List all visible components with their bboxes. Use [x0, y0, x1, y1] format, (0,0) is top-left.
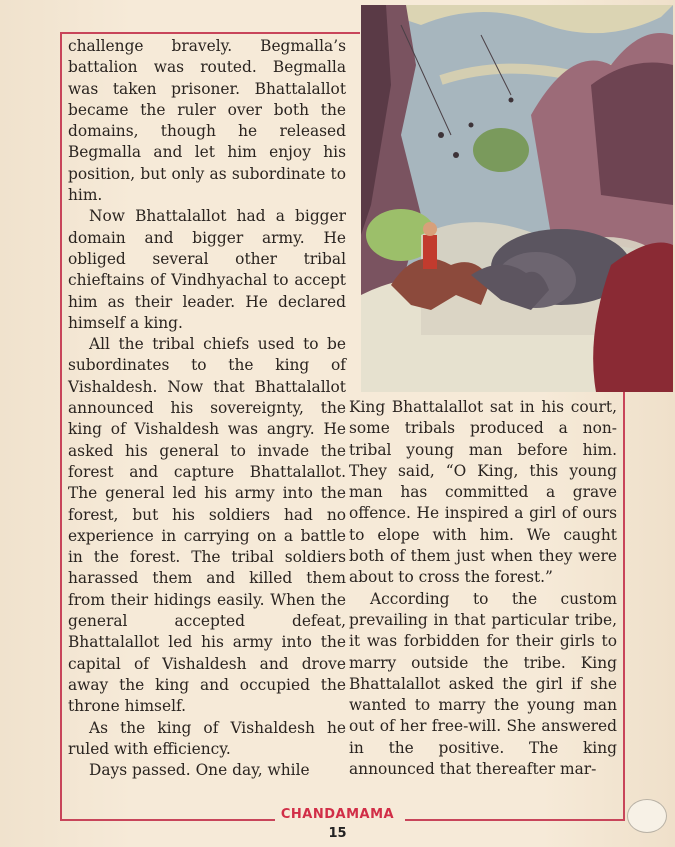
left-text-column [68, 36, 346, 781]
frame-border-left [60, 32, 62, 821]
paragraph: All the tribal chiefs used to be subordinates to the king of Vishaldesh. Now that Bhattalallot announced his sovereignty, the king of Vishaldesh was angry. He asked his general to invade the forest and capture Bhattalallot. The general led his army into the forest, but his soldiers had no experience in carrying on a battle in the forest. The tribal soldiers harassed them and killed them from their hidings easily. When the general accepted defeat, Bhattalallot led his army into the capital of Vishaldesh and drove away the king and occupied the throne himself. [68, 335, 346, 716]
paragraph: Days passed. One day, while [89, 761, 310, 780]
paragraph: Now Bhattalallot had a bigger domain and bigger army. He obliged several other tribal chieftains of Vindhyachal to accept him as their leader. He declared himself a king. [68, 207, 346, 332]
page-number: 15 [328, 826, 347, 841]
frame-border-right [623, 390, 625, 821]
paragraph: King Bhattalallot sat in his court, some tribals produced a non-tribal young man before him. They said, “O King, this young man has committed a grave offence. He inspired a girl of ours to elope with him. We caught both of them just when they were about to cross the forest.” [349, 398, 617, 587]
library-stamp-icon [627, 799, 667, 833]
magazine-brand: CHANDAMAMA [280, 807, 395, 822]
paragraph: According to the custom prevailing in that particular tribe, it was forbidden for their girls to marry outside the tribe. King Bhattalallot asked the girl if she wanted to marry the young man out of her free-will. She answered in the positive. The king announced that thereafter mar- [349, 589, 617, 779]
battle-scene-drawing [361, 5, 673, 392]
paragraph: As the king of Vishaldesh he ruled with efficiency. [68, 718, 346, 758]
frame-border-top [60, 32, 360, 34]
paragraph: challenge bravely. Begmalla’s battalion was routed. Begmalla was taken prisoner. Bhattalallot became the ruler over both the domains, though he released Begmalla and let him enjoy his position, but only as subordinate to him. [68, 37, 346, 205]
story-illustration [361, 5, 673, 392]
right-text-column [349, 397, 617, 780]
